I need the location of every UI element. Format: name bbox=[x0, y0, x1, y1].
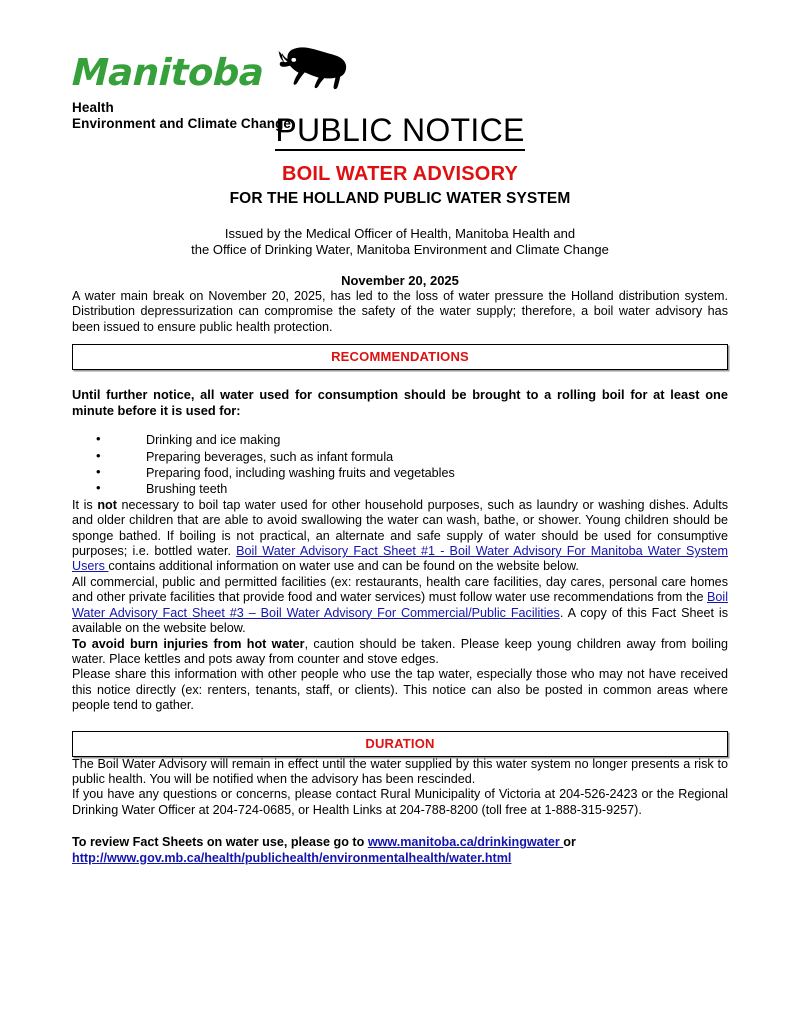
fact-sheet-3-link[interactable]: Boil Water Advisory Fact Sheet #3 – Boil Water Advisory For Commercial/Public Facilities bbox=[72, 590, 728, 620]
issued-by bbox=[72, 226, 728, 258]
household-text-1: It is bbox=[72, 497, 98, 512]
commercial-facilities-paragraph bbox=[72, 575, 728, 637]
burn-injuries-paragraph bbox=[72, 637, 728, 668]
drinkingwater-website-link[interactable]: www.manitoba.ca/drinkingwater bbox=[367, 835, 564, 850]
fact-sheets-joiner: or bbox=[563, 835, 576, 850]
household-text-2: necessary to boil tap water used for other household purposes, such as laundry or washing dishes. Adults and older children that are able to avoid swallowing the water can wash, bathe, or shower. Young children should be sponge bathed. If boiling is not practical, an alternate and safe supply of water should be used for consumptive purposes; i.e. bottled water. bbox=[72, 497, 728, 559]
list-item: • Preparing beverages, such as infant formula bbox=[96, 449, 728, 465]
manitoba-logo bbox=[72, 42, 728, 92]
burn-injuries-emphasis: To avoid burn injuries from hot water bbox=[72, 636, 305, 651]
fact-sheets-paragraph bbox=[72, 834, 728, 866]
department-line-1: Health bbox=[72, 100, 114, 115]
fact-sheet-1-link[interactable]: Boil Water Advisory Fact Sheet #1 - Boil Water Advisory For Manitoba Water System Users bbox=[72, 544, 728, 574]
masthead bbox=[72, 0, 728, 131]
duration-effect-paragraph: The Boil Water Advisory will remain in effect until the water supplied by this water system no longer presents a risk to public health. You will be notified when the advisory has been rescinded. bbox=[72, 756, 728, 786]
recommendations-heading: RECOMMENDATIONS bbox=[331, 349, 469, 365]
recommendations-lead: Until further notice, all water used for consumption should be brought to a rolling boil for at least one minute before it is used for: bbox=[72, 387, 728, 419]
duration-section-header bbox=[72, 731, 728, 757]
household-emphasis-not: not bbox=[97, 497, 117, 512]
share-notice-paragraph: Please share this information with other people who use the tap water, especially those who may not have received this notice directly (ex: renters, tenants, staff, or clients). This notice can also be posted in common areas where people tend to gather. bbox=[72, 667, 728, 713]
department-name bbox=[72, 100, 728, 131]
recommendations-bullet-list bbox=[72, 432, 728, 498]
commercial-text-1: All commercial, public and permitted facilities (ex: restaurants, health care facilities, day cares, personal care homes and other private facilities that provide food and water services) must follow water use recommendations from the bbox=[72, 574, 728, 605]
contact-paragraph: If you have any questions or concerns, please contact Rural Municipality of Victoria at 204-526-2423 or the Regional Drinking Water Officer at 204-724-0685, or Health Links at 204-788-8200 (toll free at 1-888-315-9257). bbox=[72, 787, 728, 817]
advisory-title: BOIL WATER ADVISORY bbox=[281, 163, 519, 185]
recommendations-section-header bbox=[72, 344, 728, 370]
issued-by-line-2: the Office of Drinking Water, Manitoba Environment and Climate Change bbox=[191, 242, 609, 257]
bison-icon bbox=[272, 45, 350, 91]
issued-by-line-1: Issued by the Medical Officer of Health, Manitoba Health and bbox=[224, 226, 576, 241]
list-item: • Brushing teeth bbox=[96, 481, 728, 497]
advisory-subtitle: FOR THE HOLLAND PUBLIC WATER SYSTEM bbox=[229, 190, 571, 207]
household-text-3: contains additional information on water use and can be found on the website below. bbox=[108, 559, 579, 574]
page-title-text: PUBLIC NOTICE bbox=[275, 112, 524, 151]
commercial-text-2: . A copy of this Fact Sheet is available on the website below. bbox=[72, 605, 729, 636]
fact-sheets-lead: To review Fact Sheets on water use, please go to bbox=[72, 835, 368, 850]
environmentalhealth-water-link[interactable]: http://www.gov.mb.ca/health/publichealth/environmentalhealth/water.html bbox=[72, 851, 512, 866]
burn-injuries-text: , caution should be taken. Please keep young children away from boiling water. Place kettles and pots away from counter and stove edges. bbox=[72, 636, 728, 666]
household-use-paragraph bbox=[72, 498, 728, 575]
list-item: • Drinking and ice making bbox=[96, 432, 728, 448]
duration-heading: DURATION bbox=[365, 735, 435, 751]
intro-paragraph: A water main break on November 20, 2025, has led to the loss of water pressure the Holland distribution system. Distribution depressurization can compromise the safety of the water supply; therefore, a boil water advisory has been issued to ensure public health protection. bbox=[72, 289, 728, 334]
department-line-2: Environment and Climate Change bbox=[72, 115, 292, 131]
list-item: • Preparing food, including washing fruits and vegetables bbox=[96, 465, 728, 481]
manitoba-wordmark: Manitoba bbox=[71, 51, 265, 94]
notice-date: November 20, 2025 bbox=[341, 273, 459, 288]
